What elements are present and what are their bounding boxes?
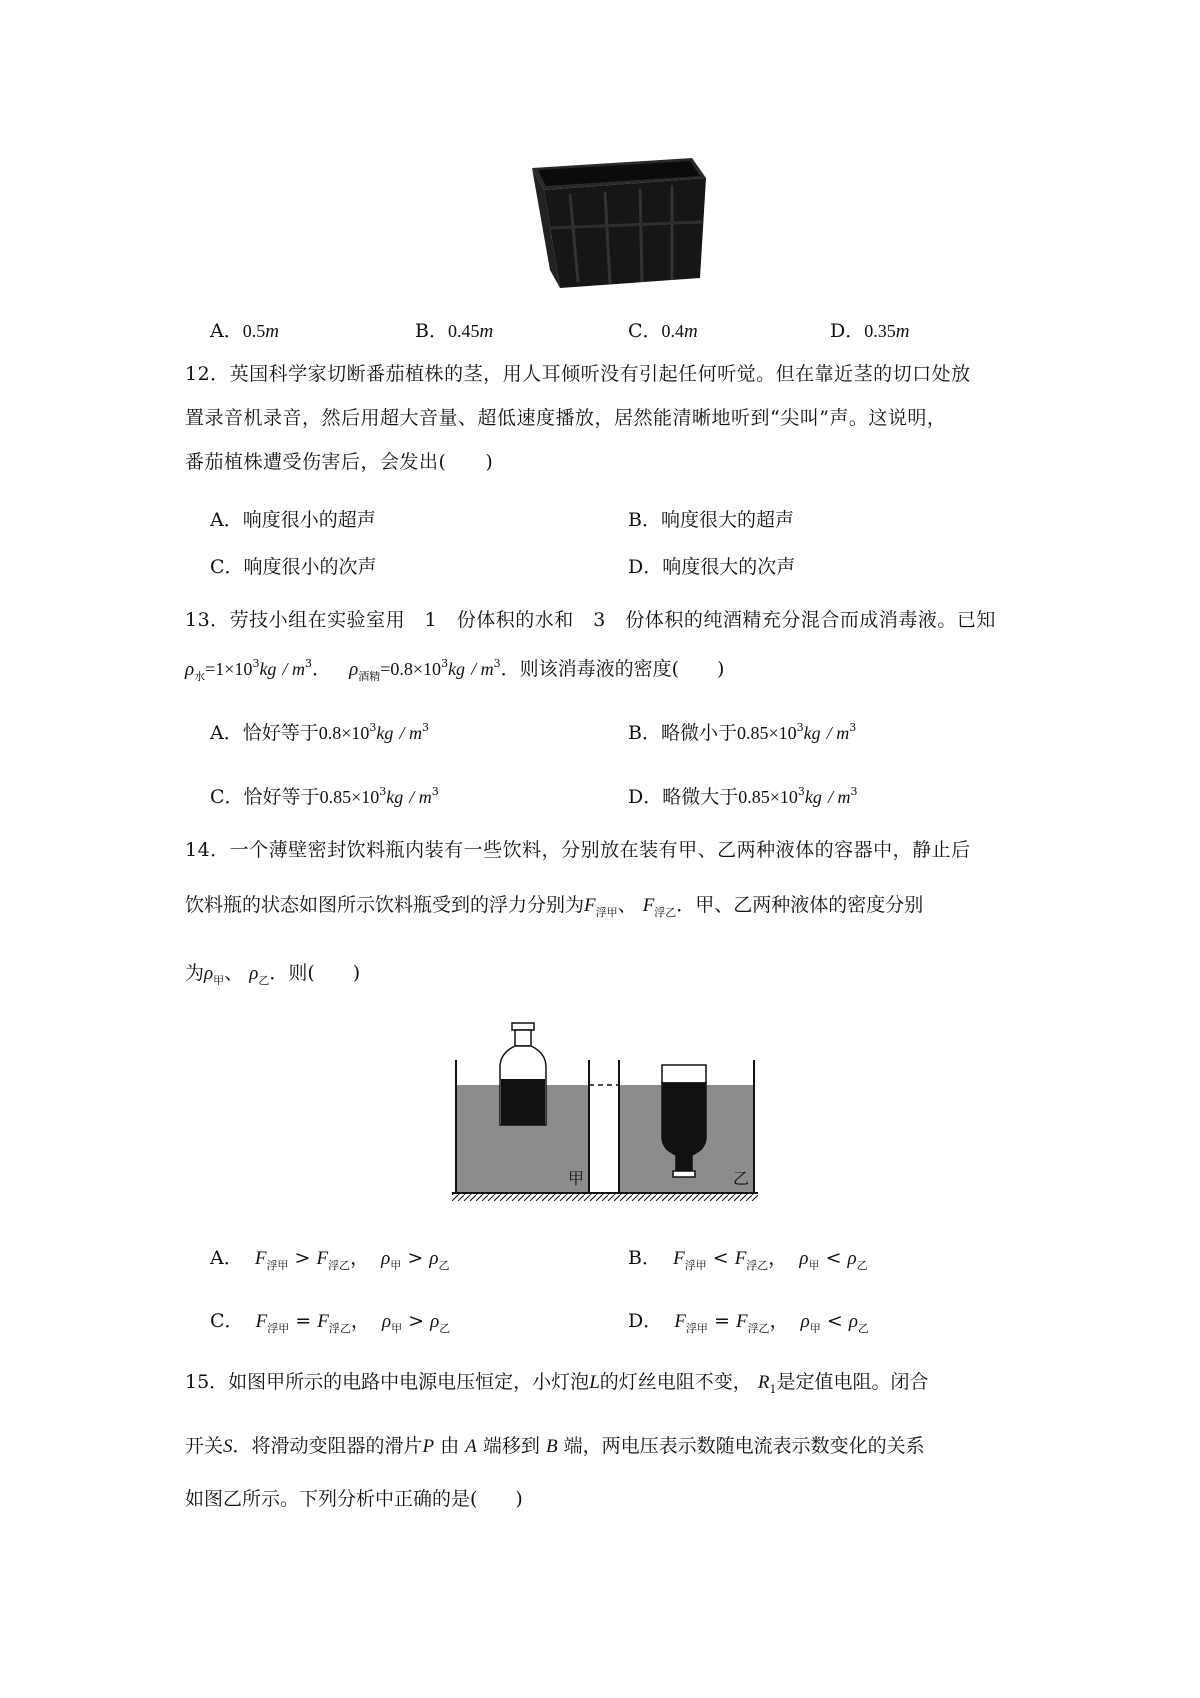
q13-option-c[interactable]: C．恰好等于$0.85\times 10^3kg / m^3$ <box>210 785 439 808</box>
q14-option-a[interactable]: A． $F_{浮甲} > F_{浮乙}$， $\rho_甲 > \rho_乙$ <box>210 1247 450 1272</box>
q12-line2: 置录音机录音，然后用超大音量、超低速度播放，居然能清晰地听到“尖叫”声。这说明， <box>185 407 947 429</box>
container-label-jia: 甲 <box>568 1169 585 1188</box>
q14-option-c[interactable]: C． $F_{浮甲} = F_{浮乙}$， $\rho_甲 > \rho_乙$ <box>210 1310 451 1335</box>
q11-option-c[interactable]: C．0.4m <box>628 320 698 342</box>
q12-line3: 番茄植株遭受伤害后，会发出( ) <box>185 451 494 473</box>
q14-line2: 饮料瓶的状态如图所示饮料瓶受到的浮力分别为$F_{浮甲}$、 $F_{浮乙}$．甲、乙两种液体的密度分别 <box>185 894 924 919</box>
q13-densities: $\rho_水=1\times 10^3kg / m^3$． $\rho_{酒精}=0.8\times 10^3kg / m^3$．则该消毒液的密度( ) <box>185 657 725 683</box>
q12-line1: 12．英国科学家切断番茄植株的茎，用人耳倾听没有引起任何听觉。但在靠近茎的切口处放 <box>185 363 971 385</box>
q14-option-b[interactable]: B． $F_{浮甲} < F_{浮乙}$， $\rho_甲 < \rho_乙$ <box>628 1247 868 1272</box>
q13-option-b[interactable]: B．略微小于$0.85\times 10^3kg / m^3$ <box>628 721 857 744</box>
q12-option-b[interactable]: B．响度很大的超声 <box>628 509 794 531</box>
q14-option-d[interactable]: D． $F_{浮甲} = F_{浮乙}$， $\rho_甲 < \rho_乙$ <box>628 1310 869 1335</box>
q14-line3: 为$\rho_甲$、 $\rho_乙$．则( ) <box>185 962 361 987</box>
q13-line1: 13．劳技小组在实验室用 1 份体积的水和 3 份体积的纯酒精充分混合而成消毒液。已知 <box>185 609 996 631</box>
q13-option-a[interactable]: A．恰好等于$0.8\times 10^3kg / m^3$ <box>210 721 429 744</box>
q13-option-d[interactable]: D．略微大于$0.85\times 10^3kg / m^3$ <box>628 785 858 808</box>
container-label-yi: 乙 <box>733 1169 750 1188</box>
q14-line1: 14．一个薄壁密封饮料瓶内装有一些饮料，分别放在装有甲、乙两种液体的容器中，静止后 <box>185 839 971 861</box>
q12-option-a[interactable]: A．响度很小的超声 <box>210 509 376 531</box>
basket-figure <box>520 150 710 290</box>
q12-stem <box>185 352 1025 484</box>
q15-line3: 如图乙所示。下列分析中正确的是( ) <box>185 1488 523 1510</box>
q12-option-c[interactable]: C．响度很小的次声 <box>210 556 377 578</box>
bottles-in-liquids-figure <box>452 1015 762 1210</box>
q12-option-d[interactable]: D．响度很大的次声 <box>628 556 796 578</box>
q11-option-d[interactable]: D．0.35m <box>830 320 910 342</box>
q15-line1: 15．如图甲所示的电路中电源电压恒定，小灯泡L的灯丝电阻不变， $R_1$是定值电阻。闭合 <box>185 1371 929 1396</box>
q15-line2: 开关S．将滑动变阻器的滑片P 由 A 端移到 B 端，两电压表示数随电流表示数变化的关系 <box>185 1435 925 1457</box>
q11-option-b[interactable]: B．0.45m <box>415 320 494 342</box>
q11-option-a[interactable]: A．0.5m <box>210 320 279 342</box>
